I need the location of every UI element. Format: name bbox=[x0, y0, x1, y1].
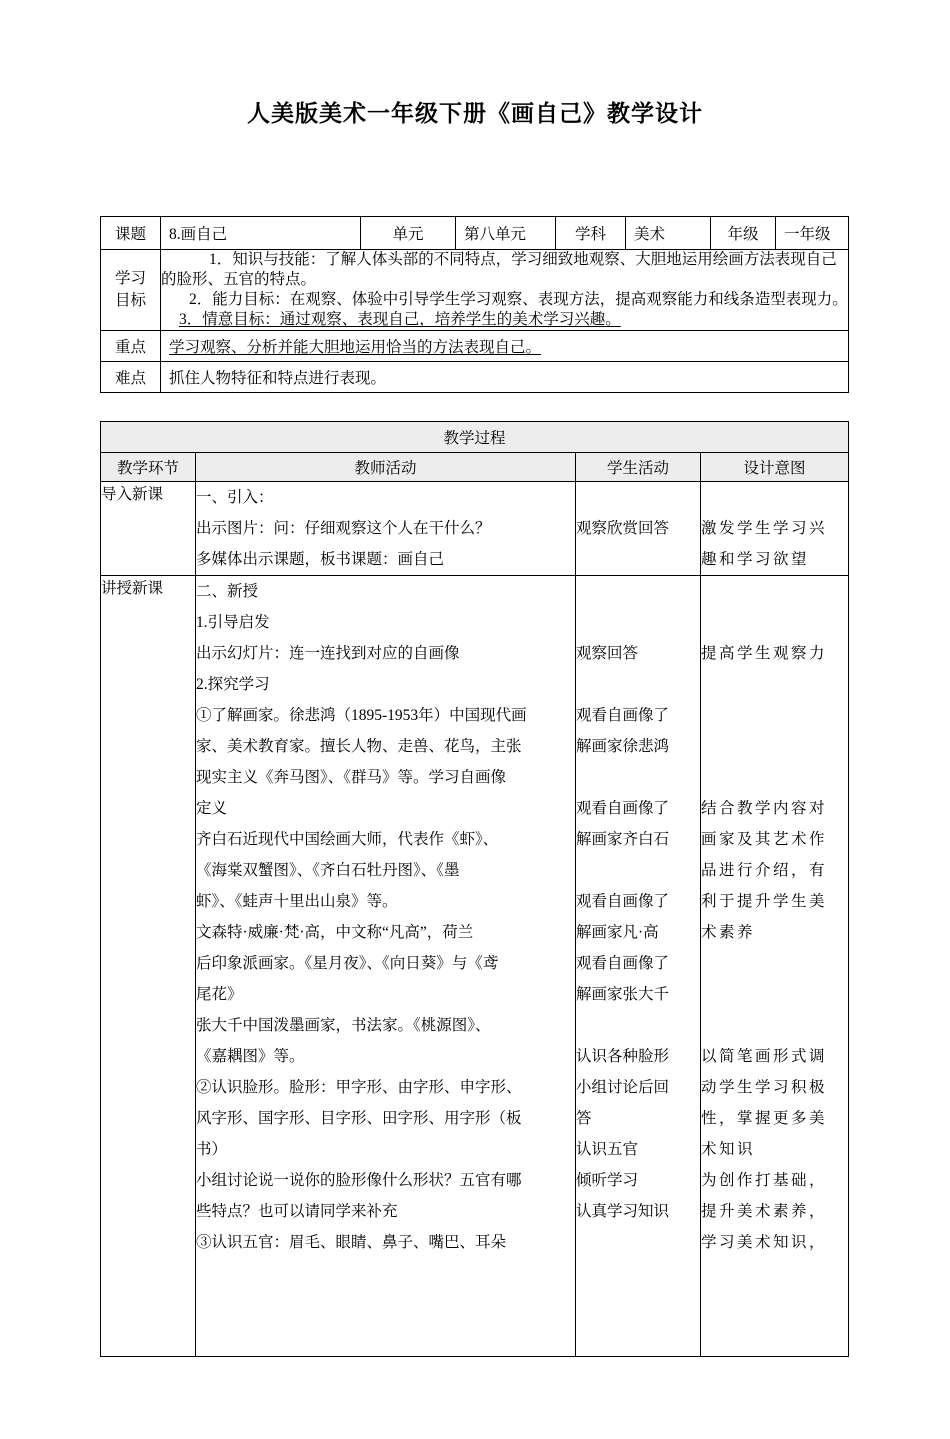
process-row-intro bbox=[101, 482, 849, 576]
key-point-row bbox=[101, 331, 849, 362]
unit-label: 单元 bbox=[361, 217, 456, 250]
process-row-new-lesson bbox=[101, 576, 849, 1357]
stage-label-intro: 导入新课 bbox=[101, 482, 196, 576]
col-header-student-activity: 学生活动 bbox=[576, 453, 701, 482]
subject-value: 8.画自己 bbox=[161, 217, 361, 250]
teacher-activity-lines: 二、新授 1.引导启发 出示幻灯片：连一连找到对应的自画像 2.探究学习 ①了解画家。徐悲鸿（1895-1953年）中国现代画 家、美术教育家。擅长人物、走兽、花鸟，主张 现实主义《奔马图》、《群马》等。学习自画像 定义 齐白石近现代中国绘画大师，代表作《虾》、 《海棠双蟹图》、《齐白石牡丹图》、《墨 虾》、《蛙声十里出山泉》等。 文森特·威廉·梵·高，中文称“凡高”，荷兰 后印象派画家。《星月夜》、《向日葵》与《鸢 尾花》 张大千中国泼墨画家，书法家。《桃源图》、 《嘉耦图》等。 ②认识脸形。脸形：甲字形、由字形、申字形、 风字形、国字形、目字形、田字形、用字形（板 书） 小组讨论说一说你的脸形像什么形状？五官有哪 些特点？也可以请同学来补充 ③认识五官：眉毛、眼睛、鼻子、嘴巴、耳朵 bbox=[196, 583, 527, 1251]
process-title-row bbox=[101, 422, 849, 453]
page-title: 人美版美术一年级下册《画自己》教学设计 bbox=[247, 101, 703, 126]
design-intent-lines: 激发学生学习兴 趣和学习欲望 bbox=[701, 520, 828, 568]
student-activity-cell-intro bbox=[576, 482, 701, 576]
lesson-info-table bbox=[100, 216, 849, 393]
goal-item-ability: 2．能力目标：在观察、体验中引导学生学习观察、表现方法，提高观察能力和线条造型表现力。 bbox=[189, 291, 848, 308]
col-header-stage: 教学环节 bbox=[101, 453, 196, 482]
learning-goals-row bbox=[101, 250, 849, 331]
learning-goals-label bbox=[101, 250, 161, 331]
col-header-teacher-activity: 教师活动 bbox=[196, 453, 576, 482]
difficult-point-label: 难点 bbox=[101, 362, 161, 393]
key-point-value: 学习观察、分析并能大胆地运用恰当的方法表现自己。 bbox=[161, 331, 849, 362]
learning-goals-label-text: 学习目标 bbox=[114, 270, 146, 309]
grade-label: 年级 bbox=[711, 217, 776, 250]
document-page bbox=[0, 95, 950, 1357]
teacher-activity-cell-intro bbox=[196, 482, 576, 576]
student-activity-cell-new-lesson bbox=[576, 576, 701, 1357]
learning-goals-cell bbox=[161, 250, 849, 331]
discipline-value: 美术 bbox=[626, 217, 711, 250]
design-intent-cell-new-lesson bbox=[701, 576, 849, 1357]
col-header-design-intent: 设计意图 bbox=[701, 453, 849, 482]
teacher-activity-cell-new-lesson bbox=[196, 576, 576, 1357]
student-activity-lines: 观察欣赏回答 bbox=[576, 520, 670, 537]
unit-value: 第八单元 bbox=[456, 217, 556, 250]
difficult-point-row bbox=[101, 362, 849, 393]
lesson-meta-row bbox=[101, 217, 849, 250]
design-intent-lines: 提高学生观察力 结合教学内容对 画家及其艺术作 品进行介绍，有 利于提升学生美 术素养 以简笔画形式调 动学生学习积极 性，掌握更多美 术知识 为创作打基础， 提升美术素养， 学习美术知识， bbox=[701, 645, 828, 1251]
difficult-point-value: 抓住人物特征和特点进行表现。 bbox=[161, 362, 849, 393]
subject-label: 课题 bbox=[101, 217, 161, 250]
goal-item-affective: 3．情意目标：通过观察、表现自己，培养学生的美术学习兴趣。 bbox=[179, 311, 621, 328]
process-header-row bbox=[101, 453, 849, 482]
teacher-activity-lines: 一、引入： 出示图片：问：仔细观察这个人在干什么？ 多媒体出示课题，板书课题：画自己 bbox=[196, 489, 491, 568]
goal-item-knowledge: 1．知识与技能：了解人体头部的不同特点，学习细致地观察、大胆地运用绘画方法表现自己的脸形、五官的特点。 bbox=[161, 251, 837, 288]
grade-value: 一年级 bbox=[776, 217, 849, 250]
discipline-label: 学科 bbox=[556, 217, 626, 250]
process-title: 教学过程 bbox=[101, 422, 849, 453]
stage-label-new-lesson: 讲授新课 bbox=[101, 576, 196, 1357]
teaching-process-table bbox=[100, 421, 849, 1357]
student-activity-lines: 观察回答 观看自画像了 解画家徐悲鸿 观看自画像了 解画家齐白石 观看自画像了 解画家凡·高 观看自画像了 解画家张大千 认识各种脸形 小组讨论后回 答 认识五官 倾听学习 认真学习知识 bbox=[576, 645, 670, 1220]
key-point-label: 重点 bbox=[101, 331, 161, 362]
design-intent-cell-intro bbox=[701, 482, 849, 576]
